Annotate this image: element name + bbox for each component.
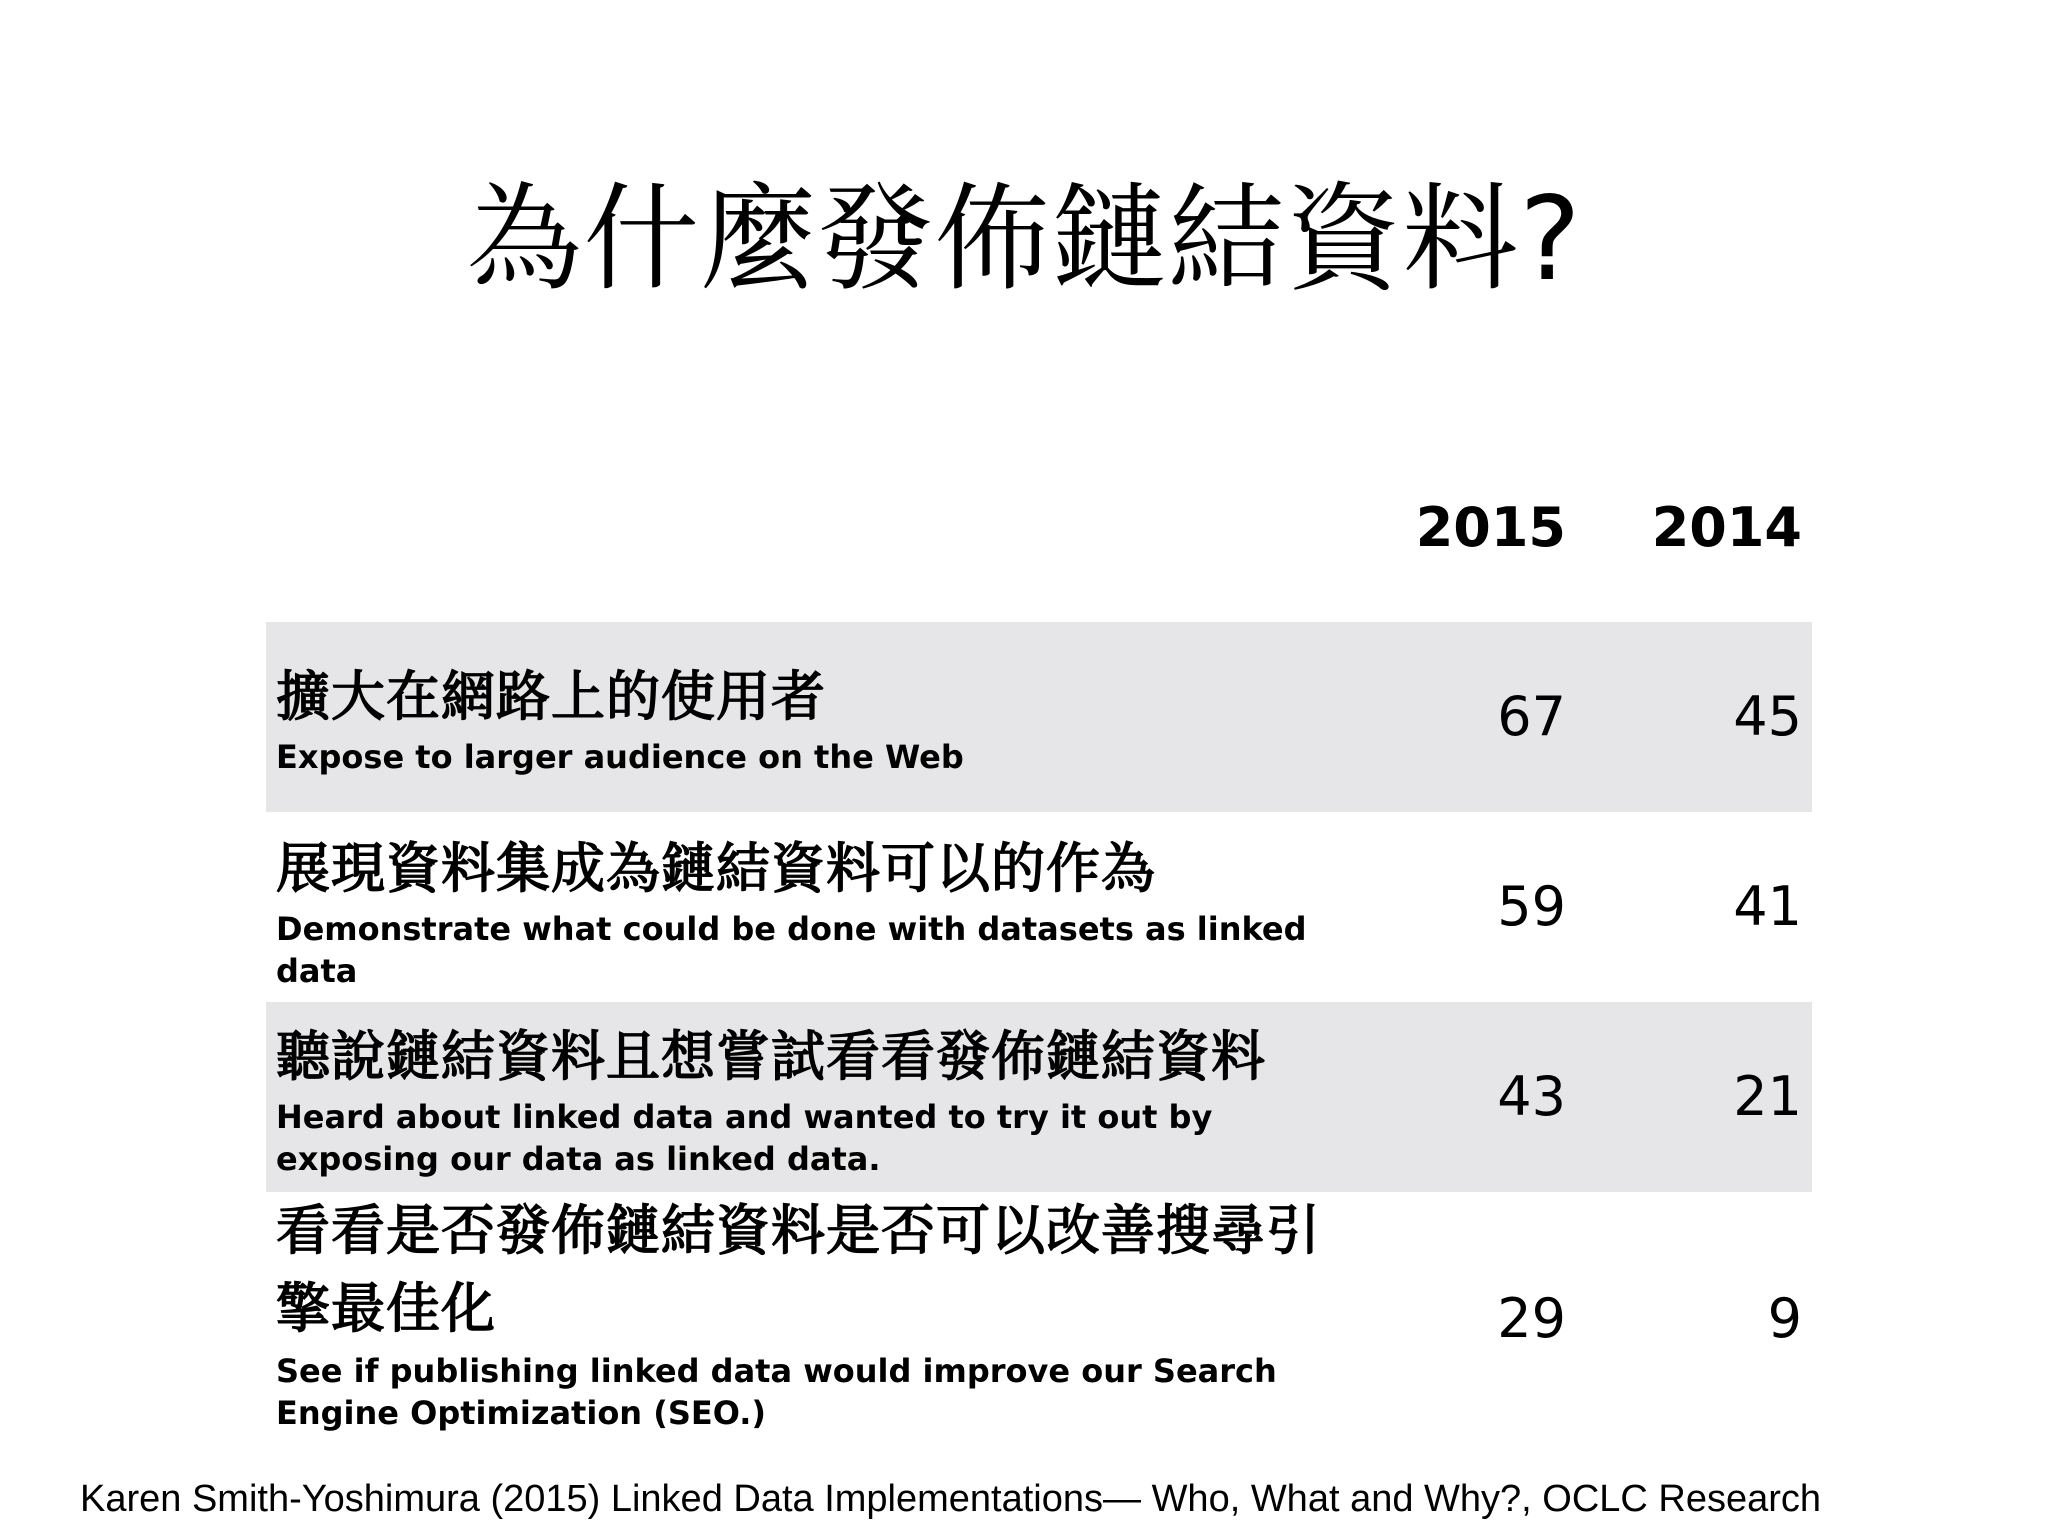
table-row xyxy=(266,1192,1812,1442)
value-2015: 67 xyxy=(1497,685,1566,748)
column-header-2014: 2014 xyxy=(1651,496,1802,559)
reason-en: Heard about linked data and wanted to try it out by exposing our data as linked data. xyxy=(276,1098,1213,1178)
reason-zh: 擴大在網路上的使用者 xyxy=(276,665,826,728)
value-2014: 21 xyxy=(1733,1065,1802,1128)
value-2014: 41 xyxy=(1733,875,1802,938)
reason-zh: 聽說鏈結資料且想嘗試看看發佈鏈結資料 xyxy=(276,1025,1266,1088)
reason-zh: 看看是否發佈鏈結資料是否可以改善搜尋引擎最佳化 xyxy=(276,1199,1321,1340)
reason-en: See if publishing linked data would improve our Search Engine Optimization (SEO.) xyxy=(276,1352,1277,1432)
reason-en: Demonstrate what could be done with datasets as linked data xyxy=(276,910,1307,990)
reason-description xyxy=(276,1192,1326,1434)
reason-description xyxy=(276,660,1326,778)
table-row xyxy=(266,622,1812,812)
value-2015: 29 xyxy=(1497,1287,1566,1350)
table-row xyxy=(266,1002,1812,1192)
reason-description xyxy=(276,832,1326,992)
value-2015: 59 xyxy=(1497,875,1566,938)
value-2014: 9 xyxy=(1767,1287,1802,1350)
table-row xyxy=(266,812,1812,1002)
reason-zh: 展現資料集成為鏈結資料可以的作為 xyxy=(276,837,1156,900)
value-2015: 43 xyxy=(1497,1065,1566,1128)
reason-en: Expose to larger audience on the Web xyxy=(276,738,964,776)
slide-title: 為什麼發佈鏈結資料? xyxy=(466,172,1582,307)
citation: Karen Smith-Yoshimura (2015) Linked Data Implementations— Who, What and Why?, OCLC Research xyxy=(80,1478,1822,1520)
reason-description xyxy=(276,1020,1326,1180)
column-header-2015: 2015 xyxy=(1415,496,1566,559)
value-2014: 45 xyxy=(1733,685,1802,748)
reasons-table xyxy=(266,622,1812,1442)
